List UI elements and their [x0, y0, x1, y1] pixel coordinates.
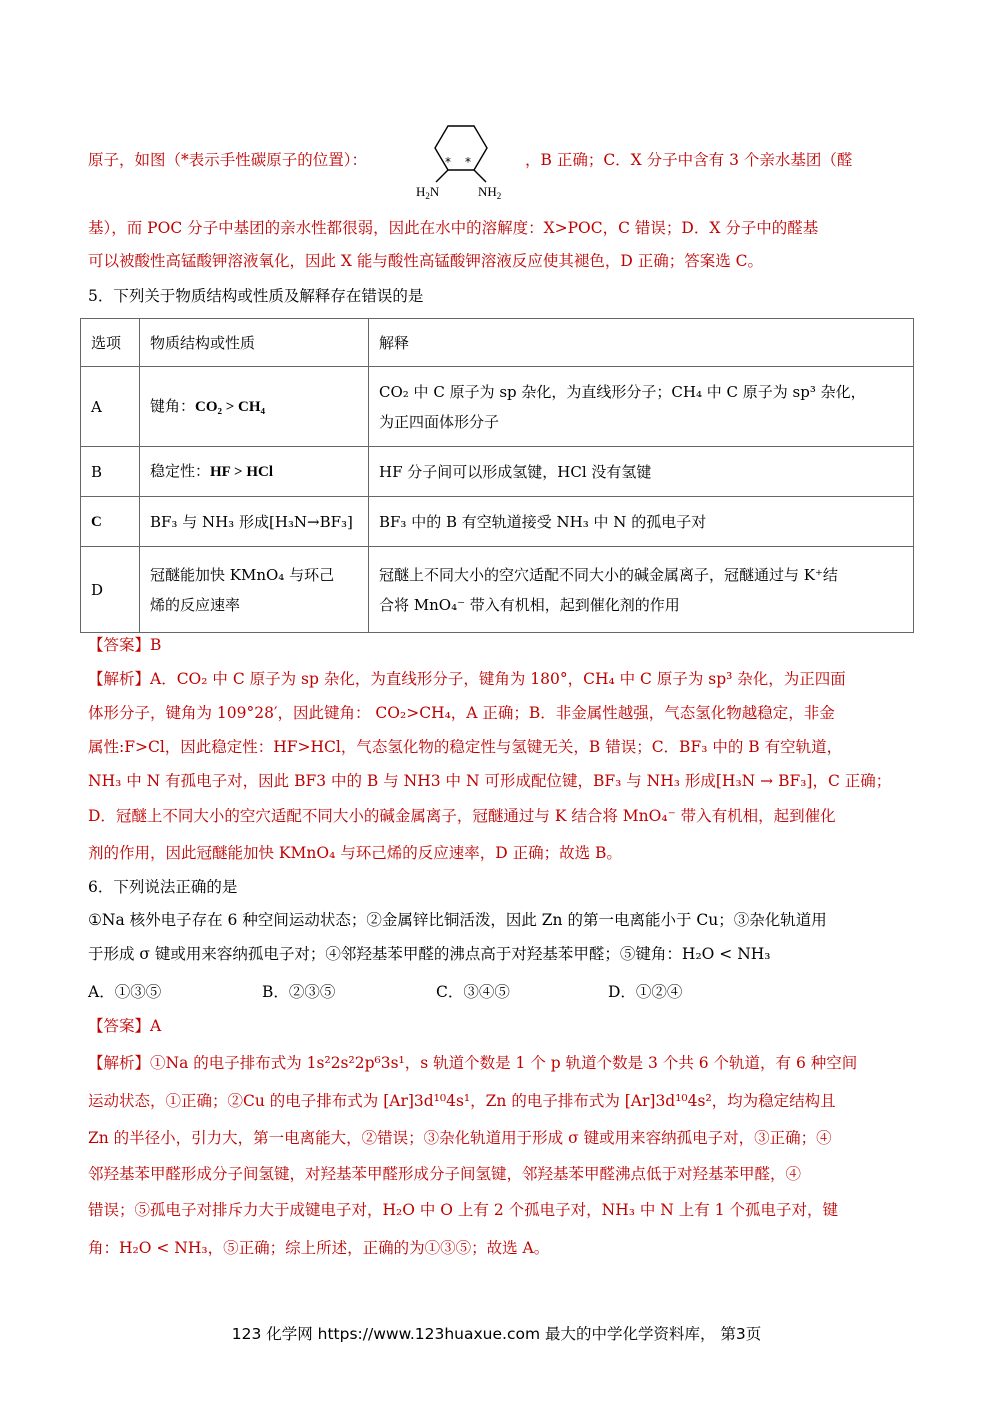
- row-c-property: BF₃ 与 NH₃ 形成[H₃N→BF₃]: [140, 497, 369, 547]
- row-b-explanation: HF 分子间可以形成氢键，HCl 没有氢键: [369, 447, 914, 497]
- row-d-option: D: [81, 547, 140, 633]
- page-footer: 123 化学网 https://www.123huaxue.com 最大的中学化学资料库， 第3页: [231, 1325, 762, 1343]
- table-row: [81, 547, 914, 633]
- table-row: [81, 497, 914, 547]
- header-property: 物质结构或性质: [140, 319, 369, 367]
- q6-analysis-line: 运动状态，①正确；②Cu 的电子排布式为 [Ar]3d¹⁰4s¹，Zn 的电子排布式为 [Ar]3d¹⁰4s²，均为稳定结构且: [88, 1092, 836, 1110]
- q6-statement-line1: ①Na 核外电子存在 6 种空间运动状态；②金属锌比铜活泼，因此 Zn 的第一电离能小于 Cu；③杂化轨道用: [88, 911, 827, 929]
- row-b-option: B: [81, 447, 140, 497]
- nh2-left: $H_2N$: [416, 184, 440, 201]
- q6-stem: 6．下列说法正确的是: [88, 878, 238, 896]
- q6-option-a: A．①③⑤: [88, 983, 162, 1001]
- p1-line1-pre: 原子，如图（*表示手性碳原子的位置）：: [88, 151, 368, 169]
- q6-option-b: B．②③⑤: [262, 983, 336, 1001]
- q6-answer: 【答案】A: [88, 1017, 162, 1035]
- p1-line2: 基），而 POC 分子中基团的亲水性都很弱，因此在水中的溶解度：X>POC，C 错误；D．X 分子中的醛基: [88, 219, 819, 237]
- q6-option-d: D．①②④: [608, 983, 683, 1001]
- nh2-right: $NH_2$: [478, 184, 502, 201]
- table-header-row: [81, 319, 914, 367]
- q6-analysis-line: 错误；⑤孤电子对排斥力大于成键电子对，H₂O 中 O 上有 2 个孤电子对，NH₃ 中 N 上有 1 个孤电子对，键: [88, 1201, 838, 1219]
- q5-analysis-line: 体形分子，键角为 109°28′，因此键角： CO₂>CH₄，A 正确；B．非金属性越强，气态氢化物越稳定，非金: [88, 704, 835, 722]
- q5-analysis-line: 剂的作用，因此冠醚能加快 KMnO₄ 与环己烯的反应速率，D 正确；故选 B。: [88, 844, 622, 862]
- q6-analysis-line: Zn 的半径小，引力大，第一电离能大，②错误；③杂化轨道用于形成 σ 键或用来容纳孤电子对，③正确；④: [88, 1129, 832, 1147]
- row-a-option: A: [81, 367, 140, 447]
- q5-stem: 5．下列关于物质结构或性质及解释存在错误的是: [88, 287, 424, 305]
- row-b-property: 稳定性：HF > HCl: [140, 447, 369, 497]
- q5-analysis-line: NH₃ 中 N 有孤电子对，因此 BF3 中的 B 与 NH3 中 N 可形成配位键，BF₃ 与 NH₃ 形成[H₃N → BF₃]，C 正确；: [88, 772, 892, 790]
- row-d-explanation: 冠醚上不同大小的空穴适配不同大小的碱金属离子，冠醚通过与 K⁺结 合将 MnO₄⁻ 带入有机相，起到催化剂的作用: [369, 547, 914, 633]
- q6-analysis-line: 角：H₂O < NH₃，⑤正确；综上所述，正确的为①③⑤；故选 A。: [88, 1239, 550, 1257]
- q5-analysis-line: 属性:F>Cl，因此稳定性：HF>HCl，气态氢化物的稳定性与氢键无关，B 错误；C．BF₃ 中的 B 有空轨道，: [88, 738, 843, 756]
- cyclohexane-ring: [435, 126, 487, 170]
- q5-table: [80, 318, 914, 633]
- p1-line1-post: ，B 正确；C．X 分子中含有 3 个亲水基团（醛: [525, 151, 853, 169]
- p1-line3: 可以被酸性高锰酸钾溶液氧化，因此 X 能与酸性高锰酸钾溶液反应使其褪色，D 正确；答案选 C。: [88, 252, 764, 270]
- diaminocyclohexane-structure: [412, 118, 522, 204]
- table-row: [81, 447, 914, 497]
- bond-left-n: [436, 170, 448, 182]
- q6-analysis-line: 邻羟基苯甲醛形成分子间氢键，对羟基苯甲醛形成分子间氢键，邻羟基苯甲醛沸点低于对羟基苯甲醛，④: [88, 1165, 802, 1183]
- q6-analysis-line: 【解析】①Na 的电子排布式为 1s²2s²2p⁶3s¹，s 轨道个数是 1 个 p 轨道个数是 3 个共 6 个轨道，有 6 种空间: [88, 1054, 858, 1072]
- q5-analysis-line: D．冠醚上不同大小的空穴适配不同大小的碱金属离子，冠醚通过与 K 结合将 MnO₄⁻ 带入有机相，起到催化: [88, 807, 836, 825]
- header-explanation: 解释: [369, 319, 914, 367]
- q6-option-c: C．③④⑤: [436, 983, 510, 1001]
- row-c-explanation: BF₃ 中的 B 有空轨道接受 NH₃ 中 N 的孤电子对: [369, 497, 914, 547]
- chiral-star-right: *: [465, 155, 471, 169]
- header-option: 选项: [81, 319, 140, 367]
- table-row: [81, 367, 914, 447]
- q6-statement-line2: 于形成 σ 键或用来容纳孤电子对；④邻羟基苯甲醛的沸点高于对羟基苯甲醛；⑤键角：H₂O < NH₃: [88, 945, 771, 963]
- q5-answer: 【答案】B: [88, 636, 162, 654]
- q5-analysis-line: 【解析】A．CO₂ 中 C 原子为 sp 杂化，为直线形分子，键角为 180°，CH₄ 中 C 原子为 sp³ 杂化，为正四面: [88, 670, 846, 688]
- row-c-option: C: [81, 497, 140, 547]
- row-a-explanation: CO₂ 中 C 原子为 sp 杂化，为直线形分子；CH₄ 中 C 原子为 sp³ 杂化， 为正四面体形分子: [369, 367, 914, 447]
- bond-right-n: [474, 170, 486, 182]
- row-a-property: 键角：CO₂ > CH₄: [140, 367, 369, 447]
- row-d-property: 冠醚能加快 KMnO₄ 与环己 烯的反应速率: [140, 547, 369, 633]
- chiral-star-left: *: [445, 155, 451, 169]
